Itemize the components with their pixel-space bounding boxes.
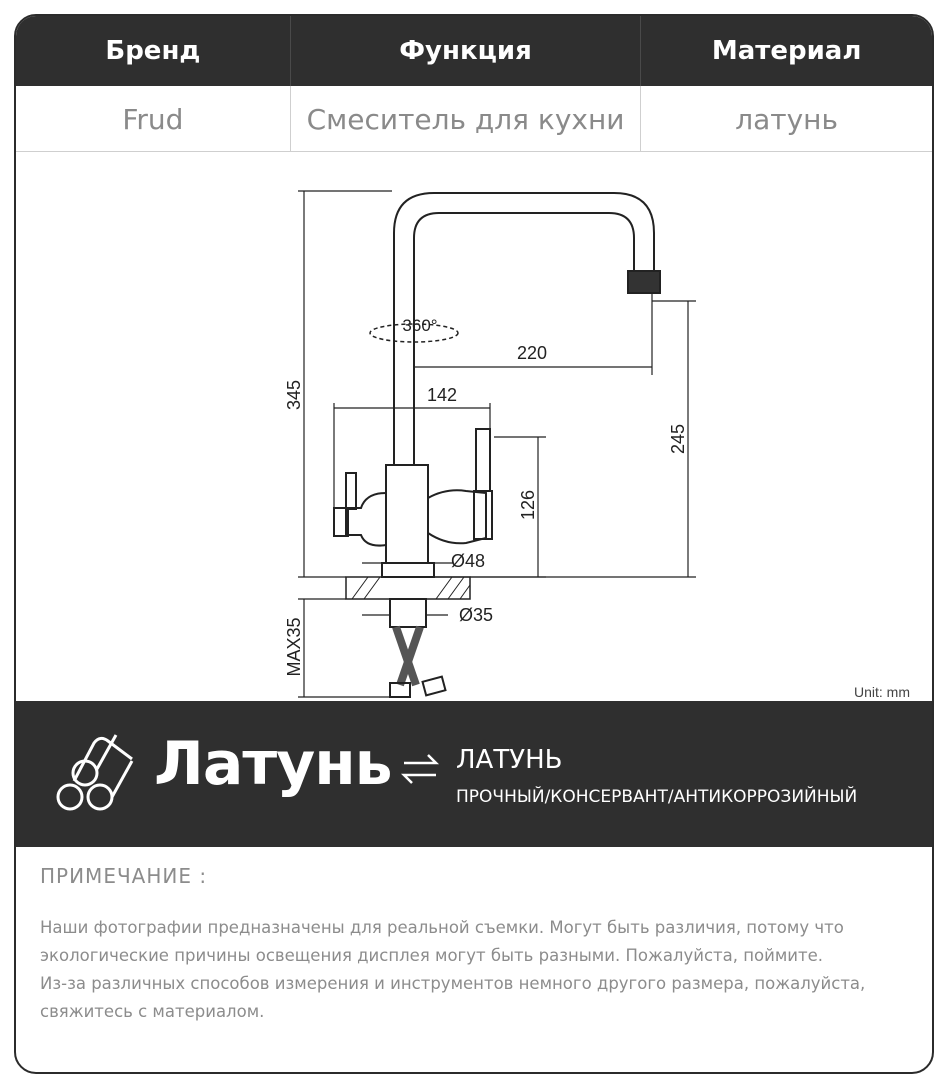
header-brand: Бренд [105,36,201,66]
material-title: Латунь [154,729,392,799]
spec-table-header [16,16,932,86]
dim-handle-span: 142 [426,385,458,405]
spec-table-values [16,86,932,152]
product-spec-card [14,14,934,1074]
faucet-technical-drawing [16,153,932,701]
material-banner [16,701,932,847]
value-function: Смеситель для кухни [290,86,640,152]
dim-height-total: 345 [284,379,304,411]
dim-max-thickness: MAX35 [284,617,304,677]
faucet-diagram [16,153,932,701]
header-material: Материал [640,16,932,86]
swap-arrows-icon [398,749,442,789]
header-function: Функция [290,16,640,86]
dim-body-height: 126 [518,489,538,521]
dim-rotation: 360° [402,316,438,335]
dim-spout-height: 245 [668,423,688,455]
note-section [40,864,910,1026]
material-subtitle: ЛАТУНЬ [456,745,563,775]
unit-label: Unit: mm [854,684,910,700]
note-title: ПРИМЕЧАНИЕ : [40,864,208,888]
dim-base-diameter: Ø48 [450,551,486,571]
material-features: ПРОЧНЫЙ/КОНСЕРВАНТ/АНТИКОРРОЗИЙНЫЙ [456,787,858,807]
note-paragraph: Из-за различных способов измерения и инструментов немного другого размера, пожалуйста, свяжитесь с материалом. [40,974,866,1021]
dim-spout-reach: 220 [516,343,548,363]
brass-logs-icon [52,731,136,815]
value-material: латунь [640,86,932,152]
dim-shank-diameter: Ø35 [458,605,494,625]
note-paragraph: Наши фотографии предназначены для реальной съемки. Могут быть различия, потому что экологические причины освещения дисплея могут быть разными. Пожалуйста, поймите. [40,918,844,965]
value-brand: Frud [122,102,184,136]
